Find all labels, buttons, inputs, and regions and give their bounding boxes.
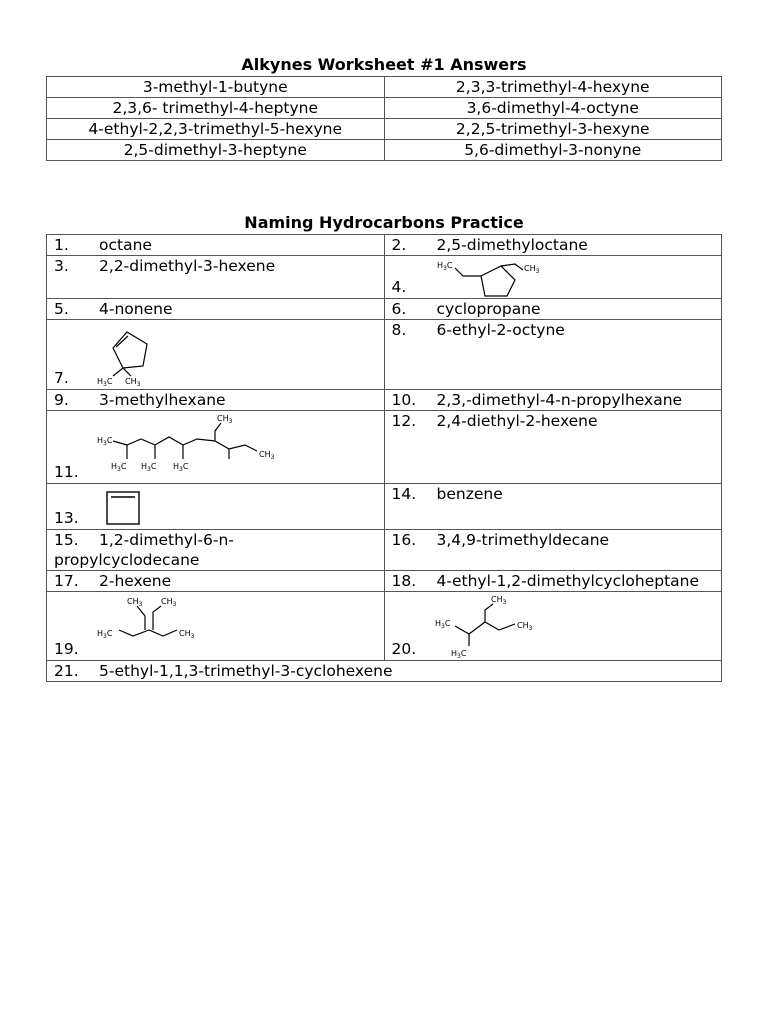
list-item bbox=[384, 299, 722, 320]
item-answer: 4-nonene bbox=[99, 300, 173, 318]
item-answer: benzene bbox=[436, 485, 503, 503]
structure-label: $CH_3$ bbox=[490, 595, 506, 606]
table-row bbox=[47, 140, 722, 161]
item-answer: 4-ethyl-1,2-dimethylcycloheptane bbox=[436, 572, 700, 590]
item-answer: 2,5-dimethyloctane bbox=[436, 236, 588, 254]
item-number: 9. bbox=[54, 391, 69, 409]
item-number: 4. bbox=[391, 278, 407, 296]
item-number: 12. bbox=[391, 412, 417, 430]
list-item bbox=[384, 530, 722, 571]
table-row bbox=[47, 411, 722, 484]
item-answer: 2-hexene bbox=[99, 572, 172, 590]
table-row bbox=[47, 235, 722, 256]
table-cell: 2,3,6- trimethyl-4-heptyne bbox=[47, 98, 385, 119]
item-number: 11. bbox=[54, 463, 79, 481]
item-answer: 3-methylhexane bbox=[99, 391, 226, 409]
item-number: 6. bbox=[391, 300, 407, 318]
item-number: 16. bbox=[391, 531, 417, 549]
table-row bbox=[47, 592, 722, 661]
table-row bbox=[47, 484, 722, 530]
item-answer: octane bbox=[99, 236, 152, 254]
item-answer: 5-ethyl-1,1,3-trimethyl-3-cyclohexene bbox=[99, 662, 393, 680]
structure-label: $CH_3$ bbox=[127, 597, 143, 608]
item-number: 15. bbox=[54, 531, 79, 549]
structure-label: $CH_3$ bbox=[161, 597, 177, 608]
list-item bbox=[384, 484, 722, 530]
item-number: 18. bbox=[391, 572, 417, 590]
list-item bbox=[47, 235, 385, 256]
item-number: 19. bbox=[54, 640, 79, 658]
list-item bbox=[47, 320, 385, 390]
item-answer: 6-ethyl-2-octyne bbox=[436, 321, 565, 339]
structure-19 bbox=[97, 594, 227, 656]
item-number: 17. bbox=[54, 572, 79, 590]
list-item bbox=[47, 592, 385, 661]
naming-practice-table bbox=[46, 234, 722, 682]
table-row bbox=[47, 119, 722, 140]
table-cell: 2,2,5-trimethyl-3-hexyne bbox=[384, 119, 722, 140]
table-row bbox=[47, 98, 722, 119]
structure-20 bbox=[435, 594, 555, 660]
structure-13 bbox=[105, 490, 145, 526]
table-row bbox=[47, 530, 722, 571]
table-cell: 4-ethyl-2,2,3-trimethyl-5-hexyne bbox=[47, 119, 385, 140]
item-number: 8. bbox=[391, 321, 407, 339]
structure-label: $H_3C$ bbox=[450, 649, 466, 660]
alkynes-answers-table bbox=[46, 76, 722, 161]
item-number: 21. bbox=[54, 662, 79, 680]
structure-7 bbox=[95, 326, 185, 388]
item-number: 14. bbox=[391, 485, 417, 503]
list-item bbox=[47, 411, 385, 484]
structure-label: $CH_3$ bbox=[259, 450, 275, 461]
structure-4 bbox=[435, 258, 555, 298]
table-cell: 2,5-dimethyl-3-heptyne bbox=[47, 140, 385, 161]
list-item bbox=[384, 411, 722, 484]
structure-label: $H_3C$ bbox=[97, 377, 113, 388]
structure-label: $CH_3$ bbox=[523, 264, 539, 275]
structure-label: $H_3C$ bbox=[141, 462, 157, 473]
item-answer: 3,4,9-trimethyldecane bbox=[436, 531, 610, 549]
item-answer: 2,4-diethyl-2-hexene bbox=[436, 412, 598, 430]
item-number: 13. bbox=[54, 509, 79, 527]
structure-label: $H_3C$ bbox=[111, 462, 127, 473]
table-row bbox=[47, 299, 722, 320]
structure-label: $H_3C$ bbox=[97, 629, 113, 640]
table-row bbox=[47, 77, 722, 98]
item-number: 5. bbox=[54, 300, 69, 318]
table-cell: 3-methyl-1-butyne bbox=[47, 77, 385, 98]
structure-label: $CH_3$ bbox=[217, 414, 233, 425]
list-item bbox=[384, 571, 722, 592]
structure-label: $H_3C$ bbox=[436, 261, 452, 272]
item-number: 7. bbox=[54, 369, 69, 387]
list-item bbox=[47, 390, 385, 411]
list-item bbox=[47, 530, 385, 571]
table-row bbox=[47, 256, 722, 299]
naming-title: Naming Hydrocarbons Practice bbox=[244, 213, 524, 232]
item-answer: cyclopropane bbox=[436, 300, 541, 318]
alkynes-title: Alkynes Worksheet #1 Answers bbox=[241, 55, 527, 74]
structure-label: $CH_3$ bbox=[516, 621, 532, 632]
list-item bbox=[384, 320, 722, 390]
table-row bbox=[47, 320, 722, 390]
item-answer: 2,2-dimethyl-3-hexene bbox=[99, 257, 276, 275]
table-row bbox=[47, 661, 722, 682]
list-item bbox=[384, 235, 722, 256]
table-cell: 2,3,3-trimethyl-4-hexyne bbox=[384, 77, 722, 98]
list-item bbox=[47, 256, 385, 299]
item-number: 3. bbox=[54, 257, 69, 275]
item-number: 2. bbox=[391, 236, 407, 254]
item-number: 1. bbox=[54, 236, 69, 254]
structure-label: $CH_3$ bbox=[125, 377, 141, 388]
item-answer: 1,2-dimethyl-6-n-propylcyclodecane bbox=[54, 531, 234, 569]
list-item bbox=[384, 390, 722, 411]
structure-label: $H_3C$ bbox=[97, 436, 113, 447]
item-answer: 2,3,-dimethyl-4-n-propylhexane bbox=[436, 391, 683, 409]
table-row bbox=[47, 390, 722, 411]
list-item bbox=[47, 299, 385, 320]
table-cell: 5,6-dimethyl-3-nonyne bbox=[384, 140, 722, 161]
list-item bbox=[47, 661, 722, 682]
structure-11 bbox=[97, 413, 297, 477]
table-row bbox=[47, 571, 722, 592]
structure-label: $H_3C$ bbox=[434, 619, 450, 630]
list-item bbox=[384, 256, 722, 299]
structure-label: $H_3C$ bbox=[173, 462, 189, 473]
structure-label: $CH_3$ bbox=[179, 629, 195, 640]
list-item bbox=[384, 592, 722, 661]
item-number: 10. bbox=[391, 391, 417, 409]
item-number: 20. bbox=[391, 640, 417, 658]
list-item bbox=[47, 571, 385, 592]
list-item bbox=[47, 484, 385, 530]
table-cell: 3,6-dimethyl-4-octyne bbox=[384, 98, 722, 119]
